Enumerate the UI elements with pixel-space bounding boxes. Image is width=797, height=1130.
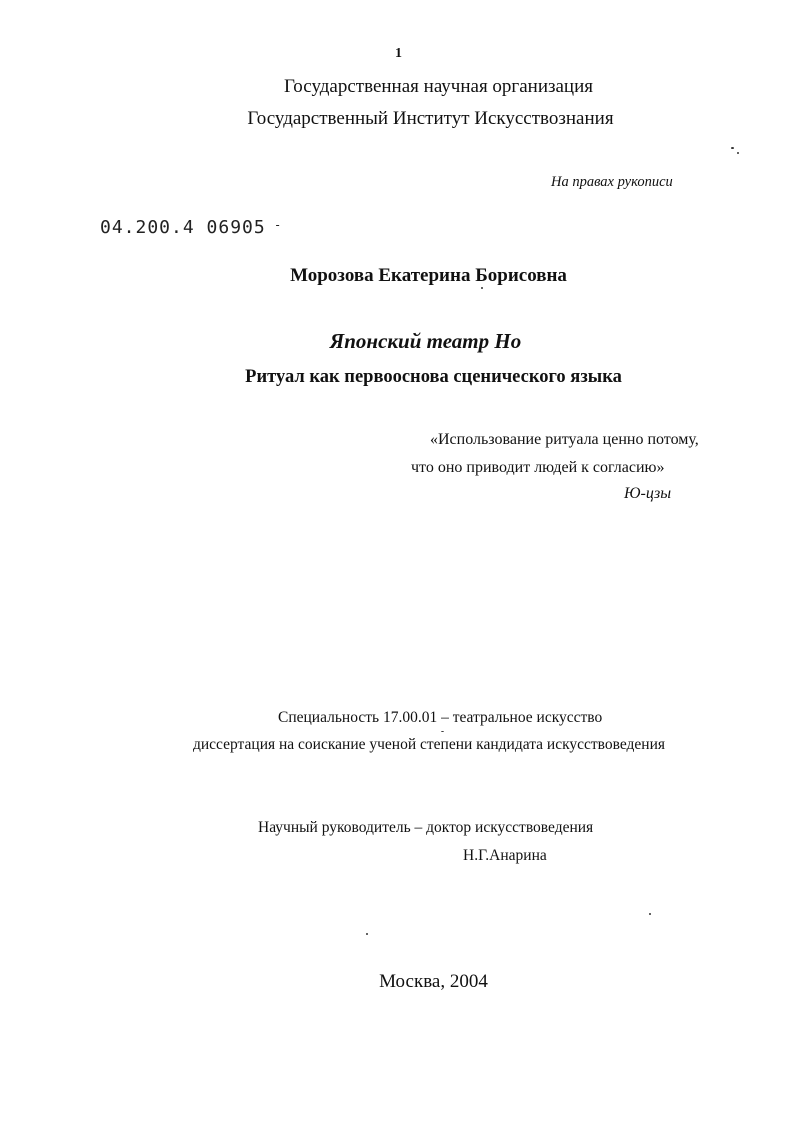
supervisor-line: Научный руководитель – доктор искусствоведения (258, 819, 594, 836)
supervisor-name: Н.Г.Анарина (463, 847, 547, 864)
page-number: 1 (395, 46, 402, 61)
degree-line: диссертация на соискание ученой степени кандидата искусствоведения (193, 736, 666, 753)
specialty-line: Специальность 17.00.01 – театральное искусство (278, 709, 603, 726)
epigraph-line-2: что оно приводит людей к согласию» (411, 459, 665, 476)
registration-number-value: 04.200.4 06905 (100, 217, 266, 238)
city-year: Москва, 2004 (379, 971, 488, 992)
scan-speck (441, 731, 444, 732)
dissertation-subtitle: Ритуал как первооснова сценического языка (245, 367, 622, 387)
dissertation-title-italic: Но (494, 329, 522, 353)
scan-speck (737, 152, 739, 154)
organization-line-1: Государственная научная организация (283, 76, 594, 97)
epigraph-attribution: Ю-цзы (624, 485, 672, 502)
registration-number: 04.200.4 06905 - (100, 217, 283, 238)
dissertation-title-prefix: Японский театр (329, 329, 495, 353)
epigraph-line-1: «Использование ритуала ценно потому, (430, 431, 699, 448)
scan-speck (649, 913, 651, 915)
manuscript-note: На правах рукописи (551, 174, 673, 190)
scan-speck (366, 933, 368, 935)
author-name: Морозова Екатерина Борисовна (290, 265, 567, 286)
scan-speck (481, 287, 483, 289)
organization-line-2: Государственный Институт Искусствознания (247, 108, 614, 129)
scan-speck (731, 147, 734, 149)
dissertation-title (27, 331, 797, 352)
